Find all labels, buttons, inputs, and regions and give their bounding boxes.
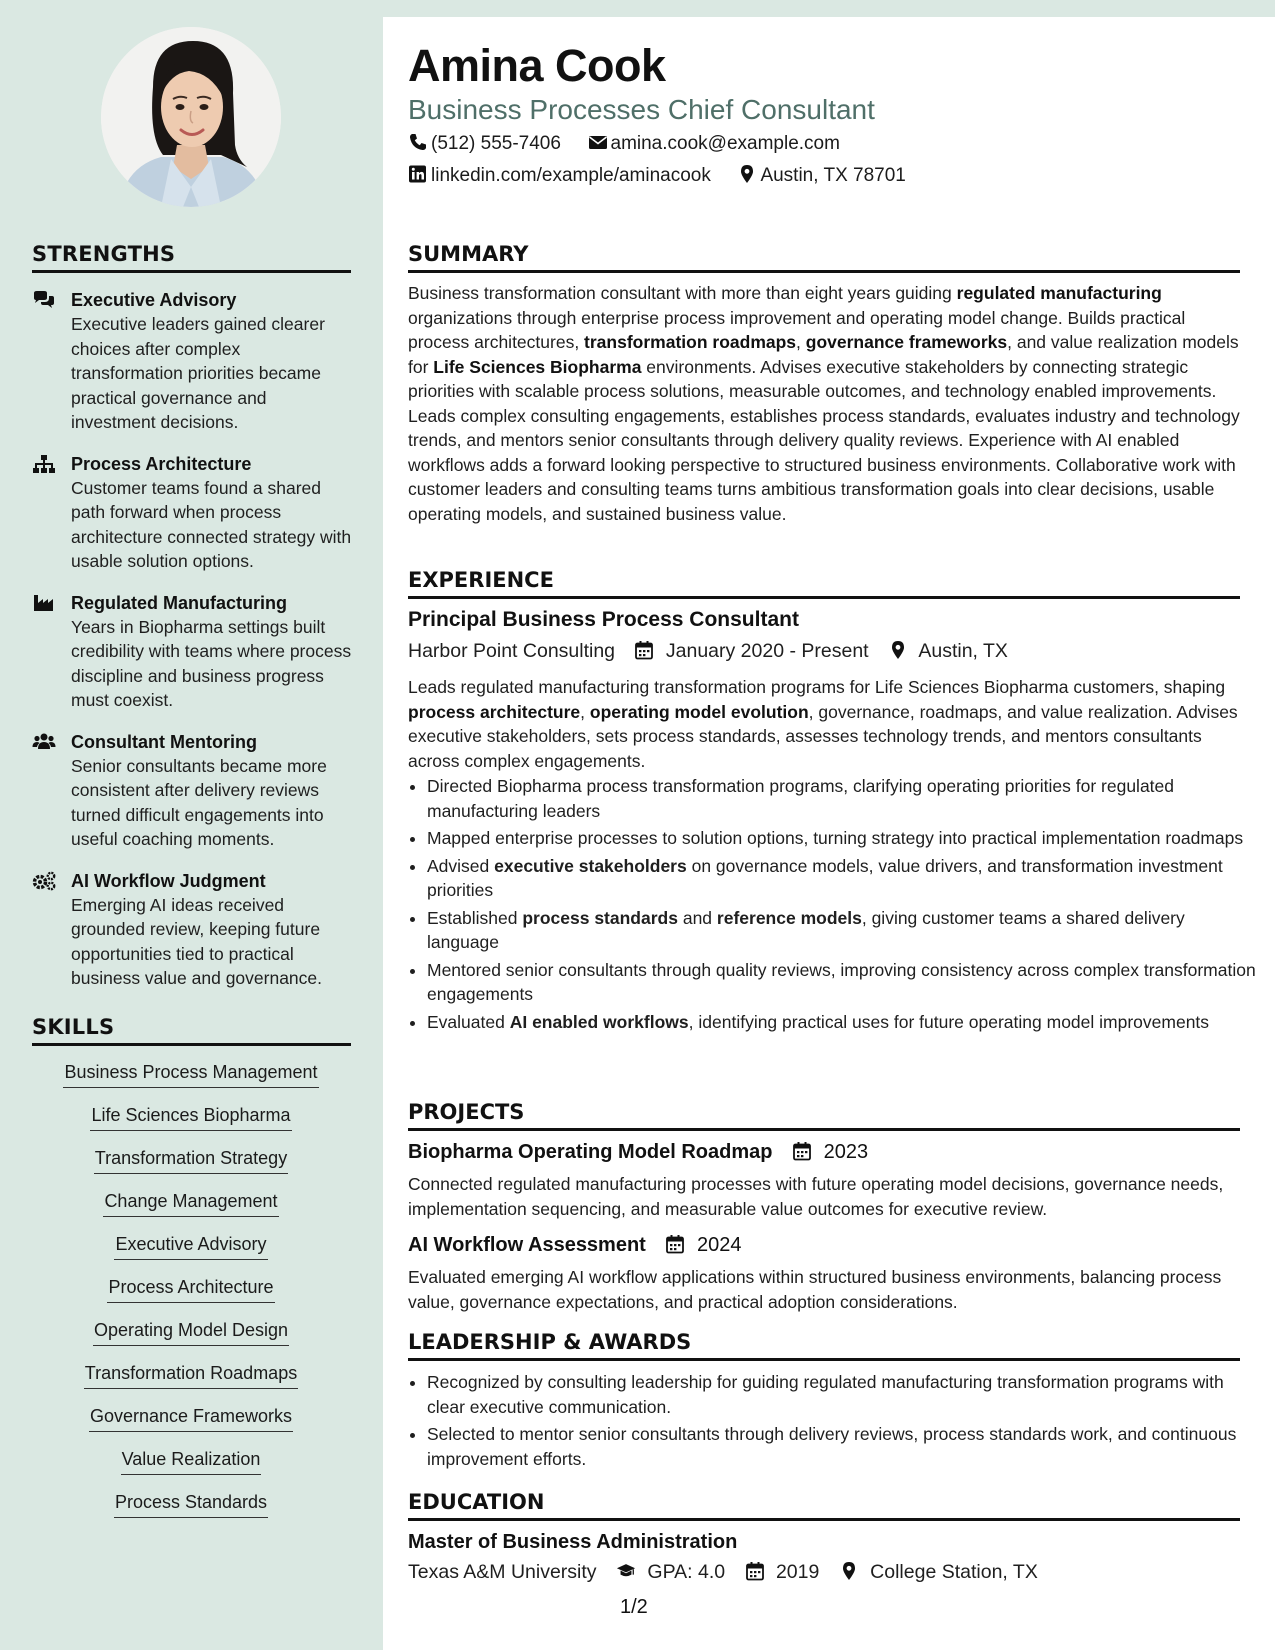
list-item: • Advised executive stakeholders on governance models, value drivers, and transformation investment priorities bbox=[427, 854, 1259, 903]
education-location: College Station, TX bbox=[870, 1561, 1038, 1583]
calendar-icon bbox=[634, 640, 654, 660]
location-pin-icon bbox=[839, 1561, 859, 1581]
skill-tag: Business Process Management bbox=[63, 1060, 318, 1088]
strength-title: Consultant Mentoring bbox=[71, 731, 257, 752]
list-item: • Mentored senior consultants through quality reviews, improving consistency across complex transformation engagements bbox=[427, 958, 1259, 1007]
strength-desc: Customer teams found a shared path forward when process architecture connected strategy with usable solution options. bbox=[71, 477, 352, 571]
page-number: 1/2 bbox=[620, 1596, 648, 1618]
cogs-icon bbox=[32, 871, 58, 891]
list-item: • Directed Biopharma process transformation programs, clarifying operating priorities for regulated manufacturing leaders bbox=[427, 774, 1259, 823]
project-desc: Evaluated emerging AI workflow applications within structured business environments, balancing process value, governance expectations, and practical adoption considerations. bbox=[408, 1267, 1222, 1312]
job-title: Principal Business Process Consultant bbox=[408, 608, 799, 631]
strength-title: Executive Advisory bbox=[71, 290, 237, 310]
job-location: Austin, TX bbox=[918, 640, 1008, 662]
list-item: • Mapped enterprise processes to solution options, turning strategy into practical implementation roadmaps bbox=[427, 826, 1259, 851]
project-title-row bbox=[408, 1234, 741, 1257]
education-meta bbox=[408, 1561, 1038, 1584]
education-heading: EDUCATION bbox=[408, 1490, 1240, 1521]
skill-tag: Transformation Roadmaps bbox=[84, 1361, 298, 1389]
comments-icon bbox=[32, 290, 58, 310]
job-intro: Leads regulated manufacturing transformation programs for Life Sciences Biopharma customers, shaping process architecture, operating model evolution, governance, roadmaps, and value realization. Advises executive stakeholders, sets process standards, assesses technology trends, and mentors consultants across complex engagements. bbox=[408, 677, 1238, 771]
strength-item bbox=[32, 591, 352, 713]
skills-list bbox=[32, 1060, 350, 1533]
graduation-cap-icon bbox=[616, 1561, 636, 1581]
location-pin-icon bbox=[737, 164, 757, 184]
skill-tag: Transformation Strategy bbox=[94, 1146, 288, 1174]
project-desc: Connected regulated manufacturing processes with future operating model decisions, governance needs, implementation sequencing, and measurable value outcomes for executive review. bbox=[408, 1174, 1224, 1219]
strengths-list bbox=[32, 288, 352, 1008]
calendar-icon bbox=[745, 1561, 765, 1581]
strength-item bbox=[32, 288, 352, 435]
strength-item bbox=[32, 452, 352, 574]
linkedin-link[interactable]: linkedin.com/example/aminacook bbox=[431, 165, 711, 186]
strength-title: AI Workflow Judgment bbox=[71, 870, 266, 891]
job-bullets bbox=[408, 774, 1259, 1037]
experience-heading: EXPERIENCE bbox=[408, 568, 1240, 599]
contact-row-2 bbox=[408, 164, 906, 187]
email-link[interactable]: amina.cook@example.com bbox=[610, 133, 840, 154]
strength-desc: Executive leaders gained clearer choices after complex transformation priorities became practical governance and investment decisions. bbox=[71, 314, 325, 432]
leadership-bullets bbox=[408, 1370, 1259, 1474]
job-meta bbox=[408, 640, 1008, 663]
gpa: GPA: 4.0 bbox=[647, 1561, 726, 1583]
company-name: Harbor Point Consulting bbox=[408, 640, 616, 662]
industry-icon bbox=[32, 593, 58, 613]
leadership-heading: LEADERSHIP & AWARDS bbox=[408, 1330, 1240, 1361]
degree-title: Master of Business Administration bbox=[408, 1531, 738, 1553]
phone-icon bbox=[408, 132, 428, 152]
school-name: Texas A&M University bbox=[408, 1561, 597, 1583]
skill-tag: Operating Model Design bbox=[93, 1318, 289, 1346]
skills-heading: SKILLS bbox=[32, 1015, 351, 1046]
projects-heading: PROJECTS bbox=[408, 1100, 1240, 1131]
location-pin-icon bbox=[888, 640, 908, 660]
strength-desc: Senior consultants became more consistent after delivery reviews turned difficult engagements into useful coaching moments. bbox=[71, 755, 327, 849]
strength-item bbox=[32, 869, 352, 991]
project-title: AI Workflow Assessment bbox=[408, 1234, 646, 1256]
skill-tag: Value Realization bbox=[121, 1447, 262, 1475]
job-role: Business Processes Chief Consultant bbox=[408, 94, 875, 125]
calendar-icon bbox=[792, 1141, 812, 1161]
summary-heading: SUMMARY bbox=[408, 242, 1240, 273]
project-title-row bbox=[408, 1141, 868, 1164]
strength-title: Regulated Manufacturing bbox=[71, 592, 288, 613]
list-item: • Recognized by consulting leadership for guiding regulated manufacturing transformation programs with clear executive communication. bbox=[427, 1370, 1259, 1419]
strengths-heading: STRENGTHS bbox=[32, 242, 351, 273]
job-dates: January 2020 - Present bbox=[665, 640, 869, 662]
graduation-year: 2019 bbox=[775, 1561, 820, 1583]
strength-desc: Years in Biopharma settings built credibility with teams where process discipline and business progress must coexist. bbox=[71, 616, 352, 710]
location-text: Austin, TX 78701 bbox=[760, 165, 906, 186]
profile-photo bbox=[101, 27, 281, 207]
linkedin-icon bbox=[408, 164, 428, 184]
list-item: • Selected to mentor senior consultants through delivery reviews, process standards work, and continuous improvement efforts. bbox=[427, 1422, 1259, 1471]
list-item: • Evaluated AI enabled workflows, identifying practical uses for future operating model improvements bbox=[427, 1010, 1259, 1035]
project-year: 2024 bbox=[696, 1234, 742, 1256]
envelope-icon bbox=[588, 132, 608, 152]
skill-tag: Process Architecture bbox=[107, 1275, 274, 1303]
skill-tag: Change Management bbox=[103, 1189, 278, 1217]
skill-tag: Process Standards bbox=[114, 1490, 268, 1518]
project-title: Biopharma Operating Model Roadmap bbox=[408, 1141, 773, 1163]
skill-tag: Governance Frameworks bbox=[89, 1404, 293, 1432]
project-year: 2023 bbox=[823, 1141, 869, 1163]
phone-text[interactable]: (512) 555-7406 bbox=[431, 133, 561, 154]
sitemap-icon bbox=[32, 454, 58, 474]
strength-item bbox=[32, 730, 352, 852]
summary-text: Business transformation consultant with more than eight years guiding regulated manufacturing organizations through enterprise process improvement and operating model change. Builds practical process architectures, transformation roadmaps, governance frameworks, and value realization models for Life Sciences Biopharma environments. Advises executive stakeholders by connecting strategic priorities with scalable process solutions, measurable outcomes, and technology enabled improvements. Leads complex consulting engagements, establishes process standards, evaluates industry and technology trends, and mentors senior consultants through delivery quality reviews. Experience with AI enabled workflows adds a forward looking perspective to structured business environments. Collaborative work with customer leaders and consulting teams turns ambitious transformation goals into clear decisions, usable operating models, and sustained business value. bbox=[408, 283, 1240, 524]
candidate-name: Amina Cook bbox=[408, 40, 666, 91]
contact-row-1 bbox=[408, 132, 840, 155]
calendar-icon bbox=[665, 1234, 685, 1254]
strength-desc: Emerging AI ideas received grounded review, keeping future opportunities tied to practical business value and governance. bbox=[71, 894, 323, 988]
strength-title: Process Architecture bbox=[71, 453, 252, 474]
list-item: • Established process standards and reference models, giving customer teams a shared delivery language bbox=[427, 906, 1259, 955]
users-icon bbox=[32, 732, 58, 752]
skill-tag: Executive Advisory bbox=[114, 1232, 267, 1260]
skill-tag: Life Sciences Biopharma bbox=[90, 1103, 291, 1131]
